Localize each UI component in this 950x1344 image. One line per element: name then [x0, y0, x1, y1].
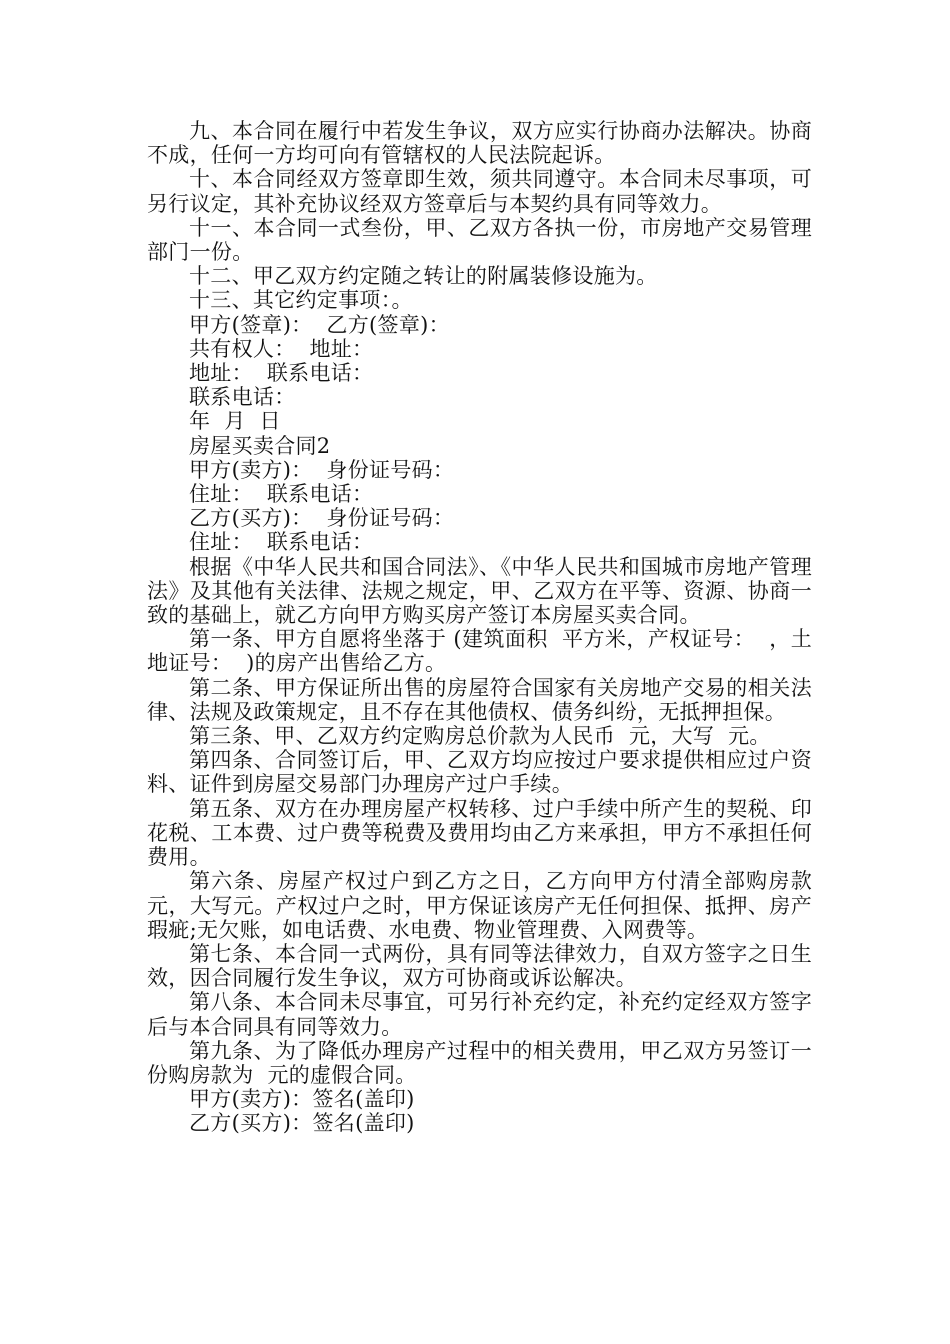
article-4: 第四条、合同签订后，甲、乙双方均应按过户要求提供相应过户资料、证件到房屋交易部门办理房产过户手续。 [147, 748, 812, 797]
buyer-address-line: 住址： 联系电话： [189, 530, 374, 555]
seller-line: 甲方(卖方)： 身份证号码： [189, 457, 455, 482]
seller-signature: 甲方(卖方)：签名(盖印) [189, 1087, 415, 1112]
clause-9: 九、本合同在履行中若发生争议，双方应实行协商办法解决。协商不成，任何一方均可向有管辖权的人民法院起诉。 [147, 119, 812, 168]
article-7: 第七条、本合同一式两份，具有同等法律效力，自双方签字之日生效，因合同履行发生争议，双方可协商或诉讼解决。 [147, 941, 812, 991]
address-line: 地址： 联系电话： [189, 361, 374, 386]
clause-10: 十、本合同经双方签章即生效，须共同遵守。本合同未尽事项，可另行议定，其补充协议经双方签章后与本契约具有同等效力。 [147, 167, 812, 216]
article-5: 第五条、双方在办理房屋产权转移、过户手续中所产生的契税、印花税、工本费、过户费等税费及费用均由乙方来承担，甲方不承担任何费用。 [147, 796, 812, 870]
contract-2-title: 房屋买卖合同2 [189, 433, 331, 458]
signature-line-parties: 甲方(签章)： 乙方(签章)： [189, 312, 450, 337]
clause-12: 十二、甲乙双方约定随之转让的附属装修设施为。 [189, 264, 658, 289]
buyer-line: 乙方(买方)： 身份证号码： [189, 506, 455, 531]
article-8: 第八条、本合同未尽事宜，可另行补充约定，补充约定经双方签字后与本合同具有同等效力。 [147, 990, 812, 1039]
clause-11: 十一、本合同一式叁份，甲、乙双方各执一份，市房地产交易管理部门一份。 [147, 215, 812, 265]
article-3: 第三条、甲、乙双方约定购房总价款为人民币 元，大写 元。 [189, 724, 771, 749]
phone-line: 联系电话： [189, 385, 296, 410]
seller-address-line: 住址： 联系电话： [189, 482, 374, 507]
preamble: 根据《中华人民共和国合同法》、《中华人民共和国城市房地产管理法》及其他有关法律、法规之规定，甲、乙双方在平等、资源、协商一致的基础上，就乙方向甲方购买房产签订本房屋买卖合同。 [147, 554, 812, 628]
article-2: 第二条、甲方保证所出售的房屋符合国家有关房地产交易的相关法律、法规及政策规定，且不存在其他债权、债务纠纷，无抵押担保。 [147, 675, 812, 724]
article-9: 第九条、为了降低办理房产过程中的相关费用，甲乙双方另签订一份购房款为 元的虚假合同。 [147, 1038, 812, 1087]
article-6: 第六条、房屋产权过户到乙方之日，乙方向甲方付清全部购房款元，大写元。产权过户之时，甲方保证该房产无任何担保、抵押、房产瑕疵;无欠账，如电话费、水电费、物业管理费、入网费等。 [147, 869, 812, 942]
buyer-signature: 乙方(买方)：签名(盖印) [189, 1111, 415, 1136]
article-1: 第一条、甲方自愿将坐落于 (建筑面积 平方米，产权证号： ，土地证号： )的房产出售给乙方。 [147, 627, 812, 676]
document-body [147, 119, 812, 1136]
clause-13: 十三、其它约定事项：。 [189, 288, 413, 313]
date-line: 年 月 日 [189, 409, 281, 434]
co-owner-line: 共有权人： 地址： [189, 336, 374, 361]
